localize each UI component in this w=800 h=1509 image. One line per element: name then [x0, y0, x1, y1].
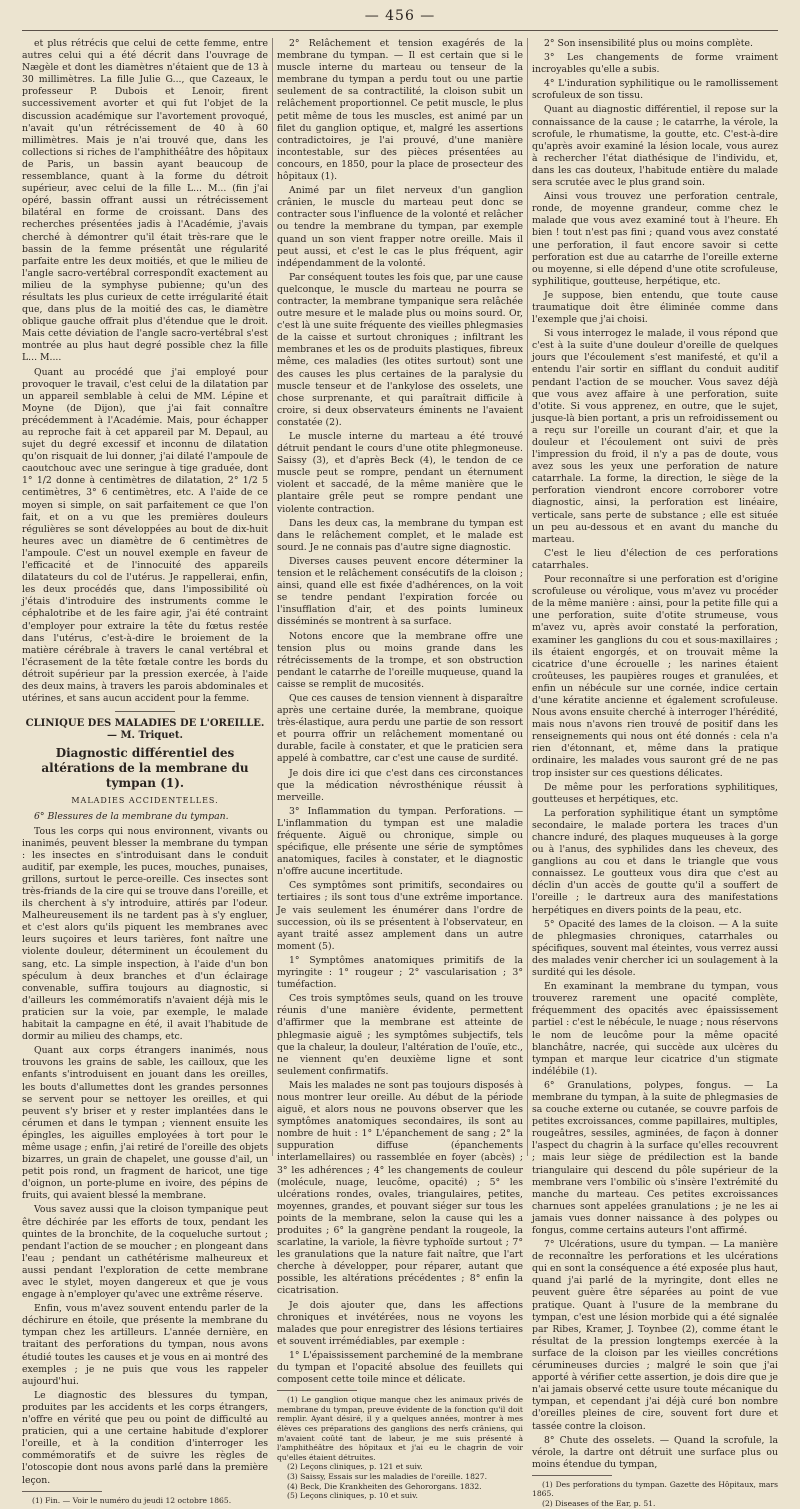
article-title: Diagnostic différentiel des altérations de la membrane du tympan (1). [41, 746, 249, 791]
paragraph: Par conséquent toutes les fois que, par une cause quelconque, le muscle du marteau ne pourra se contracter, la membrane tympanique sera relâchée outre mesure et le malade plus ou moins sourd. Or, c'est là une suite fréquente des vieilles phlegmasies de la caisse et surtout chroniques ; infiltrant les membranes et les os de produits plastiques, fibreux même, ces maladies (les otites surtout) sont une des causes les plus certaines de la paralysie du muscle tenseur et de l'ankylose des osselets, une chose surprenante, et qui paraîtrait difficile à croire, si deux observateurs éminents ne l'avaient constatée (2). [277, 271, 523, 428]
paragraph: Pour reconnaître si une perforation est d'origine scrofuleuse ou vérolique, vous m'avez vu procéder de la même manière : ainsi, pour la petite fille qui a une perforation, suite d'otite strumeuse, vous m'avez vu, après avoir constaté la perforation, examiner les ganglions du cou et sous-maxillaires ; ils étaient engorgés, et on trouvait même la cicatrice d'une écrouelle ; les narines étaient croûteuses, les paupières rouges et granulées, et enfin un nébécule sur une cornée, indice certain d'une kératite ancienne et également scrofuleuse. Nous avons ensuite cherché à interroger l'hérédité, mais nous n'avons rien trouvé de positif dans les renseignements qui nous ont été donnés : cela n'a rien d'étonnant, et, même dans la pratique ordinaire, les malades vous sauront gré de ne pas trop insister sur ces questions délicates. [532, 574, 778, 779]
column-middle [277, 38, 523, 1501]
paragraph: C'est le lieu d'élection de ces perforations catarrhales. [532, 547, 778, 571]
footnote: (1) Des perforations du tympan. Gazette des Hôpitaux, mars 1865. [532, 1479, 778, 1499]
footnote: (3) Saissy, Essais sur les maladies de l'oreille. 1827. [287, 1471, 488, 1481]
paragraph: Mais les malades ne sont pas toujours disposés à nous montrer leur oreille. Au début de la période aiguë, et alors nous ne pouvons observer que les symptômes anatomiques secondaires, ils sont au nombre de huit : 1° L'épanchement de sang ; 2° la suppuration diffuse (épanchements interlamellaires) ou rassemblée en foyer (abcès) ; 3° les adhérences ; 4° les changements de couleur (molécule, nuage, leucôme, opacité) ; 5° les ulcérations rondes, ovales, triangulaires, petites, moyennes, grandes, et pouvant siéger sur tous les points de la membrane, selon la cause qui les a produites ; 6° la gangrène pendant la rougeole, la scarlatine, la variole, la fièvre typhoïde surtout ; 7° les granulations que la nature fait naître, que l'art cherche à développer, pour réparer, autant que possible, les altérations précédentes ; 8° enfin la cicatrisation. [277, 1079, 523, 1297]
paragraph: La perforation syphilitique étant un symptôme secondaire, le malade portera les traces d'un chancre induré, des plaques muqueuses à la gorge ou à l'anus, des syphilides dans les cheveux, des ganglions au cou et dans le triangle que vous connaissez. Le goutteux vous dira que c'est au déclin d'un accès de goutte qu'il a souffert de l'oreille ; le dartreux aura des manifestations herpétiques en divers points de la peau, etc. [532, 807, 778, 916]
footnote-rule [532, 1475, 612, 1476]
paragraph: Notons encore que la membrane offre une tension plus ou moins grande dans les rétrécissements de la trompe, et son obstruction pendant le catarrhe de l'oreille muqueuse, quand la caisse se remplit de mucosités. [277, 630, 523, 690]
paragraph: Vous savez aussi que la cloison tympanique peut être déchirée par les efforts de toux, pendant les quintes de la bronchite, de la coqueluche surtout ; pendant l'action de se moucher ; en plongeant dans l'eau ; pendant un cathétérisme malheureux et aussi pendant l'exploration de cette membrane avec le stylet, moyen dangereux et que je vous engage à n'employer qu'avec une extrême réserve. [22, 1204, 268, 1301]
footnote: (2) Leçons cliniques, p. 121 et suiv. [287, 1462, 423, 1472]
paragraph: 2° Son insensibilité plus ou moins complète. [544, 38, 753, 49]
subheading: MALADIES ACCIDENTELLES. [71, 796, 219, 806]
paragraph: Diverses causes peuvent encore déterminer la tension et le relâchement consécutifs de la cloison ; ainsi, quand elle est fixée d'adhérences, on la voit se tendre pendant l'expiration forcée ou l'insufflation d'air, et des points lumineux disséminés se montrent à sa surface. [277, 555, 523, 628]
paragraph: Ainsi vous trouvez une perforation centrale, ronde, de moyenne grandeur, comme chez le malade que vous avez examiné tout à l'heure. Eh bien ! tout n'est pas fini ; quand vous avez constaté une perforation, il faut encore savoir si cette perforation est due au catarrhe de l'oreille externe ou moyenne, si elle dépend d'une otite scrofuleuse, syphilitique, goutteuse, herpétique, etc. [532, 191, 778, 287]
paragraph: Je dois ajouter que, dans les affections chroniques et invétérées, nous ne voyons les malades que pour enregistrer des lésions tertiaires et souvent irrémédiables, par exemple : [277, 1299, 523, 1347]
paragraph: Dans les deux cas, la membrane du tympan est dans le relâchement complet, et le malade est sourd. Je ne connais pas d'autre signe diagnostic. [277, 517, 523, 553]
paragraph: Enfin, vous m'avez souvent entendu parler de la déchirure en étoile, que présente la membrane du tympan chez les artilleurs. L'année dernière, en traitant des perforations du tympan, nous avons étudié toutes les causes et je vous en ai montré des exemples ; je ne puis que vous les rappeler aujourd'hui. [22, 1303, 268, 1387]
footnote: (1) Fin. — Voir le numéro du jeudi 12 octobre 1865. [32, 1495, 232, 1505]
footnote-rule [22, 1491, 102, 1492]
paragraph: 3° Inflammation du tympan. Perforations. — L'inflammation du tympan est une maladie fréquente. Aiguë ou chronique, simple ou spécifique, elle présente une série de symptômes anatomiques, faciles à constater, et le diagnostic n'offre aucune incertitude. [277, 805, 523, 878]
paragraph: 5° Opacité des lames de la cloison. — A la suite de phlegmasies chroniques, catarrhales ou spécifiques, souvent mal éteintes, vous verrez aussi des malades venir chercher ici un soulagement à la surdité qui les désole. [532, 918, 778, 979]
paragraph: Je suppose, bien entendu, que toute cause traumatique doit être éliminée comme dans l'exemple que j'ai choisi. [532, 289, 778, 326]
paragraph: Que ces causes de tension viennent à disparaître après une certaine durée, la membrane, quoique très-élastique, aura perdu une partie de son ressort et pourra offrir un relâchement momentané ou durable, facile à constater, et que le praticien sera appelé à combattre, car c'est une cause de surdité. [277, 692, 523, 765]
footnote: (5) Leçons cliniques, p. 10 et suiv. [287, 1491, 418, 1501]
paragraph: Le muscle interne du marteau a été trouvé détruit pendant le cours d'une otite phlegmoneuse. Saissy (3), et d'après Beck (4), le tendon de ce muscle peut se rompre, pendant un éternument violent et saccadé, de la même manière que le plantaire grêle peut se rompre pendant une violente contraction. [277, 431, 523, 515]
paragraph: Le diagnostic des blessures du tympan, produites par les accidents et les corps étrangers, n'offre en vérité que peu ou point de difficulté au praticien, qui a une certaine habitude d'explorer l'oreille, et à la condition d'interroger les commémoratifs et de suivre les règles de l'otoscopie dont nous avons parlé dans la première leçon. [22, 1389, 268, 1486]
header-rule [22, 30, 778, 31]
paragraph: En examinant la membrane du tympan, vous trouverez rarement une opacité complète, fréquemment des opacités avec épaississement partiel : c'est le nébécule, le nuage ; nous réservons le nom de leucôme pour la même opacité blanchâtre, nacrée, qui succède aux ulcères du tympan et marque leur cicatrice d'un stigmate indélébile (1). [532, 981, 778, 1077]
paragraph: Si vous interrogez le malade, il vous répond que c'est à la suite d'une douleur d'oreille de quelques jours que l'écoulement s'est manifesté, et qu'il a entendu l'air sortir en sifflant du conduit auditif pendant l'action de se moucher. Vous savez déjà que vous avez affaire à une perforation, suite d'otite. Si vous apprenez, en outre, que le sujet, jusque-là bien portant, a pris un refroidissement ou a reçu sur l'oreille un courant d'air, et que la douleur et l'écoulement ont suivi de près l'impression du froid, il n'y a pas de doute, vous avez sous les yeux une perforation de nature catarrhale. La forme, la direction, le siège de la perforation viendront encore corroborer votre diagnostic, ainsi, la perforation est linéaire, verticale, sans perte de substance ; elle est située un peu au-dessous et en avant du manche du marteau. [532, 328, 778, 545]
footnote: (4) Beck, Die Krankheiten des Gehororgans. 1832. [287, 1481, 482, 1491]
paragraph: Ces symptômes sont primitifs, secondaires ou tertiaires ; ils sont tous d'une extrême importance. Je vais seulement les énumérer dans l'ordre de succession, où ils se présentent à l'observateur, en ayant traité assez amplement dans un autre moment (5). [277, 880, 523, 952]
column-right [532, 38, 778, 1509]
paragraph: Animé par un filet nerveux d'un ganglion crânien, le muscle du marteau peut donc se contracter sous l'influence de la volonté et relâcher ou tendre la membrane du tympan, par exemple quand un son vient frapper notre oreille. Mais il peut aussi, et c'est le cas le plus fréquent, agir indépendamment de la volonté. [277, 185, 523, 269]
paragraph: 4° L'induration syphilitique ou le ramollissement scrofuleux de son tissu. [532, 78, 778, 102]
paragraph: 1° Symptômes anatomiques primitifs de la myringite : 1° rougeur ; 2° vascularisation ; 3° tuméfaction. [277, 954, 523, 991]
paragraph: Tous les corps qui nous environnent, vivants ou inanimés, peuvent blesser la membrane du tympan : les insectes en s'introduisant dans le conduit auditif, par exemple, les puces, mouches, punaises, grillons, surtout le perce-oreille. Ces insectes sont très-friands de la cire qui se trouve dans l'oreille, et ils cherchent à s'y introduire, attirés par l'odeur. Malheureusement ils ne tardent pas à s'y engluer, et c'est alors qu'ils piquent les membranes avec leurs suçoires et leurs tarières, font naître une violente douleur, déterminent un écoulement du sang, etc. La simple inspection, à l'aide d'un bon spéculum à deux branches et d'un éclairage convenable, suffira toujours au diagnostic, si d'ailleurs les commémoratifs n'avaient déjà mis le praticien sur la voie, par exemple, le malade habitait la campagne en été, il avait l'habitude de dormir au milieu des champs, etc. [22, 825, 268, 1043]
section-divider [115, 711, 175, 712]
column-left [22, 38, 268, 1505]
column-rule-1 [272, 38, 273, 1156]
page-number: — 456 — [364, 8, 436, 24]
paragraph: Quant aux corps étrangers inanimés, nous trouvons les grains de sable, les cailloux, que les enfants s'introduisent en jouant dans les oreilles, les bouts d'allumettes dont les grandes personnes se servent pour se nettoyer les oreilles, et qui peuvent s'y briser et y rester implantées dans le cérumen et dans le tympan ; viennent ensuite les épingles, les aiguilles employées à tort pour le même usage ; enfin, j'ai retiré de l'oreille des objets bizarres, un grain de chapelet, une gousse d'ail, un petit pois rond, un fragment de haricot, une tige d'oignon, un porte-plume en ivoire, des pépins de fruits, qui avaient blessé la membrane. [22, 1045, 268, 1202]
paragraph: 3° Les changements de forme vraiment incroyables qu'elle a subis. [532, 52, 778, 76]
paragraph: 2° Relâchement et tension exagérés de la membrane du tympan. — Il est certain que si le muscle interne du marteau ou tenseur de la membrane du tympan a perdu tout ou une partie seulement de sa contractilité, la cloison subit un relâchement proportionnel. Ce petit muscle, le plus petit même de tous les muscles, est animé par un filet du ganglion optique, et, malgré les assertions contradictoires, je l'ai prouvé, d'une manière incontestable, sur des pièces présentées au concours, en 1850, pour la place de prosecteur des hôpitaux (1). [277, 38, 523, 183]
section-heading: CLINIQUE DES MALADIES DE L'OREILLE. — M. Triquet. [25, 718, 265, 742]
footnote-rule [277, 1390, 357, 1391]
paragraph: 6° Granulations, polypes, fongus. — La membrane du tympan, à la suite de phlegmasies de sa couche externe ou cutanée, se couvre parfois de petites excroissances, comme papillaires, multiples, rougeâtres, sessiles, agminées, de façon à donner l'aspect du chagrin à la surface qu'elles recouvrent ; mais leur siège de prédilection est la bande triangulaire qui descend du pôle supérieur de la membrane vers l'ombilic où s'insère l'extrémité du manche du marteau. Ces petites excroissances charnues sont appelées granulations ; je ne les ai jamais vues donner naissance à des polypes ou fongus, comme certains auteurs l'ont affirmé. [532, 1079, 778, 1236]
footnote: (1) Le ganglion otique manque chez les animaux privés de membrane du tympan, preuve évidente de la fonction qu'il doit remplir. Ayant désiré, il y a quelques années, montrer à mes élèves ces préparations des ganglions des nerfs crâniens, qui m'avaient coûté tant de labeur, je me suis présenté à l'amphithéâtre des hôpitaux et j'ai eu le chagrin de voir qu'elles étaient détruites. [277, 1395, 523, 1462]
subsection-title: 6° Blessures de la membrane du tympan. [34, 811, 229, 823]
paragraph: Quant au procédé que j'ai employé pour provoquer le travail, c'est celui de la dilatation par un appareil semblable à celui de MM. Lépine et Moyne (de Dijon), que j'ai fait connaître précédemment à l'Académie. Mais, pour échapper au reproche fait à cet appareil par M. Depaul, au sujet du degré excessif et inconnu de dilatation qu'on risquait de lui donner, j'ai dilaté l'ampoule de caoutchouc avec une seringue à tige graduée, dont 1° 1/2 donne à centimètres de dilatation, 2° 1/2 5 centimètres, 3° 6 centimètres, etc. A l'aide de ce moyen si simple, on sait parfaitement ce que l'on fait, et on a vu que les premières douleurs régulières se sont développées au bout de dix-huit heures avec un diamètre de 6 centimètres de l'ampoule. C'est un nouvel exemple en faveur de l'efficacité et de l'innocuité des appareils dilatateurs du col de l'utérus. Je rappellerai, enfin, les deux procédés que, dans l'impossibilité où j'étais d'introduire des instruments comme le céphalotribe et de les faire agir, j'ai été contraint d'employer pour extraire la tête du fœtus restée dans l'utérus, c'est-à-dire le broiement de la matière cérébrale à travers le canal vertébral et l'écrasement de la tête fœtale contre les bords du détroit supérieur par la pression exercée, à l'aide des deux mains, à travers les parois abdominales et utérines, et sans aucun accident pour la femme. [22, 366, 268, 705]
paragraph: et plus rétrécis que celui de cette femme, entre autres celui qui a été décrit dans l'ouvrage de Nægèle et dont les diamètres n'étaient que de 13 à 30 millimètres. La fille Julie G..., que Cazeaux, le professeur P. Dubois et Lenoir, firent successivement avorter et qui fut l'objet de la discussion académique sur l'avortement provoqué, n'avait qu'un rétrécissement de 40 à 60 millimètres. Mais je n'ai trouvé que, dans les collections si riches de l'amphithéâtre des hôpitaux de Paris, un bassin ayant beaucoup de ressemblance, quant à la forme du détroit supérieur, avec celui de la fille L... M... (fin j'ai opéré, bassin offrant aussi un rétrécissement bilatéral en forme de croissant. Dans des recherches présentées jadis à l'Académie, j'avais cherché à démontrer qu'il était très-rare que le bassin de la femme présentât une régularité parfaite entre les deux moitiés, et que le milieu de l'angle sacro-vertébral correspondît exactement au milieu de la symphyse pubienne; qu'un des résultats les plus curieux de cette irrégularité était que, dans plus de la moitié des cas, le diamètre oblique gauche offrait plus d'étendue que le droit. Mais cette déviation de l'angle sacro-vertébral s'est montrée au plus haut degré possible chez la fille L... M.... [22, 38, 268, 364]
paragraph: De même pour les perforations syphilitiques, goutteuses et herpétiques, etc. [532, 781, 778, 805]
paragraph: 7° Ulcérations, usure du tympan. — La manière de reconnaître les perforations et les ulcérations qui en sont la conséquence a été exposée plus haut, quand j'ai parlé de la myringite, dont elles ne peuvent guère être séparées au point de vue pratique. Quant à l'usure de la membrane du tympan, c'est une lésion morbide qui a été signalée par Ribes, Kramer, J. Toynbee (2), comme étant le résultat de la pression longtemps exercée à la surface de la cloison par les vieilles concrétions cérumineuses durcies ; malgré le soin que j'ai apporté à vérifier cette assertion, je dois dire que je n'ai jamais observé cette usure toute mécanique du tympan, et cependant j'ai déjà curé bon nombre d'oreilles pleines de cire, souvent fort dure et tassée contre la cloison. [532, 1239, 778, 1432]
column-rule-2 [527, 38, 528, 1156]
paragraph: 1° L'épaississement parcheminé de la membrane du tympan et l'opacité absolue des feuillets qui composent cette toile mince et délicate. [277, 1349, 523, 1386]
paragraph: Quant au diagnostic différentiel, il repose sur la connaissance de la cause ; le catarrhe, la vérole, la scrofule, le rhumatisme, la goutte, etc. C'est-à-dire qu'après avoir examiné la lésion locale, vous aurez à rechercher l'état diathésique de l'individu, et, dans les cas douteux, l'habitude entière du malade sera scrutée avec le plus grand soin. [532, 104, 778, 189]
paragraph: 8° Chute des osselets. — Quand la scrofule, la vérole, la dartre ont détruit une surface plus ou moins étendue du tympan, [532, 1434, 778, 1470]
footnote: (2) Diseases of the Ear, p. 51. [542, 1499, 656, 1509]
paragraph: Je dois dire ici que c'est dans ces circonstances que la médication névrosthénique réussit à merveille. [277, 767, 523, 803]
paragraph: Ces trois symptômes seuls, quand on les trouve réunis d'une manière évidente, permettent d'affirmer que la membrane est atteinte de phlegmasie aiguë ; les symptômes subjectifs, tels que la chaleur, la douleur, l'altération de l'ouïe, etc., ne viennent qu'en deuxième ligne et sont seulement confirmatifs. [277, 993, 523, 1077]
